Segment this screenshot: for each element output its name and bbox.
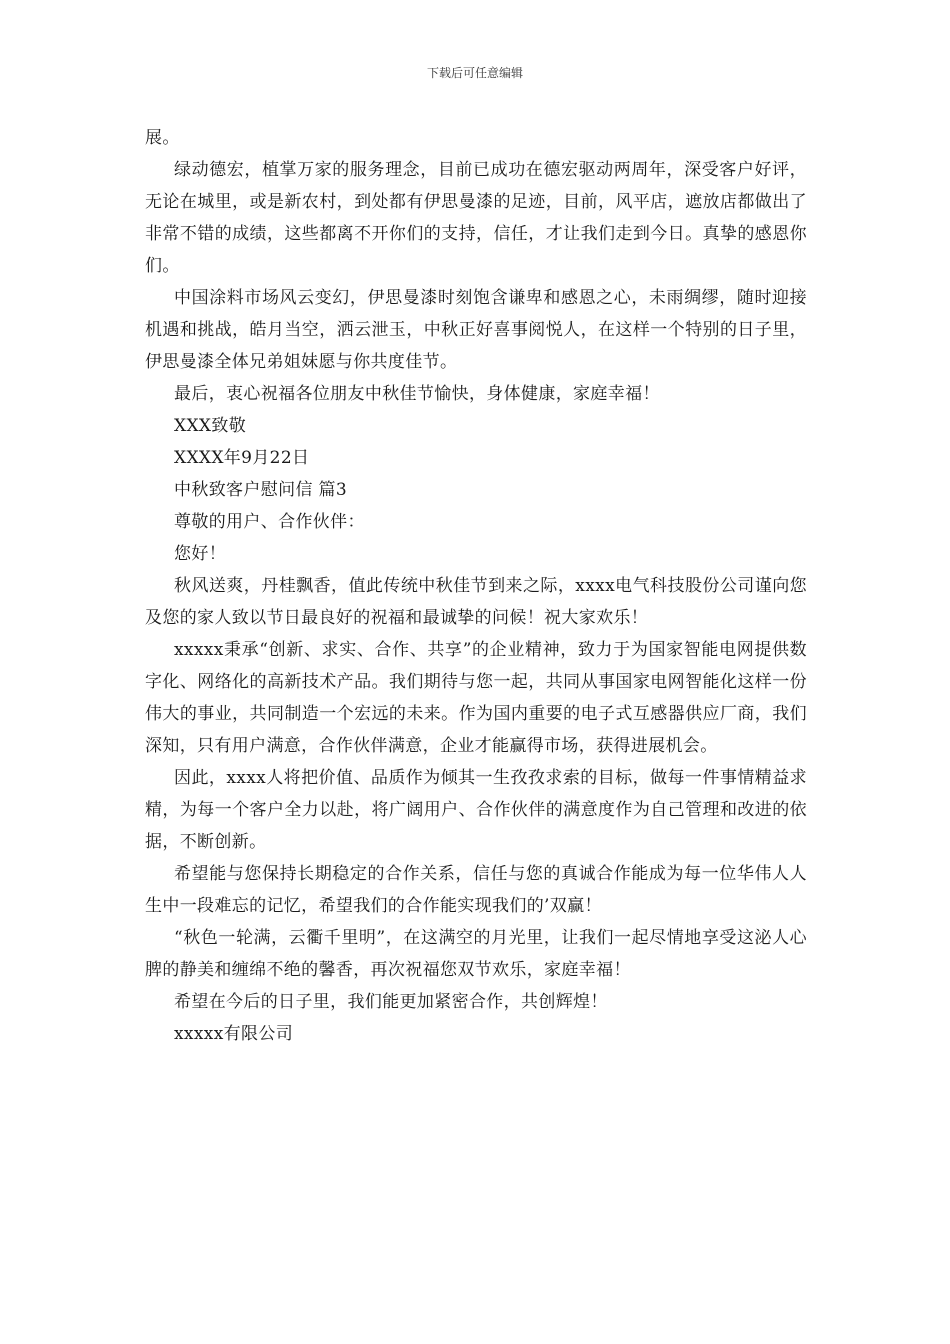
paragraph-future: 希望在今后的日子里，我们能更加紧密合作，共创辉煌！ (174, 992, 608, 1012)
greeting: 您好！ (174, 544, 227, 564)
section-title: 中秋致客户慰问信 篇3 (174, 480, 348, 500)
paragraph-cooperation: 希望能与您保持长期稳定的合作关系，信任与您的真诚合作能成为每一位华伟人人生中一段难忘的记忆，希望我们的合作能实现我们的’双赢！ (145, 864, 807, 916)
paragraph-continuation: 展。 (145, 128, 180, 148)
document-body (145, 122, 807, 1050)
paragraph-service-concept: 绿动德宏，植掌万家的服务理念，目前已成功在德宏驱动两周年，深受客户好评，无论在城里，或是新农村，到处都有伊思曼漆的足迹，目前，风平店，遮放店都做出了非常不错的成绩，这些都离不开你们的支持，信任，才让我们走到今日。真挚的感恩你们。 (145, 160, 807, 276)
paragraph-moonlight: “秋色一轮满，云衢千里明”，在这满空的月光里，让我们一起尽情地享受这泌人心脾的静美和缠绵不绝的馨香，再次祝福您双节欢乐，家庭幸福！ (145, 928, 807, 980)
company-signature: xxxxx有限公司 (174, 1024, 294, 1044)
signature-line: XXX致敬 (174, 416, 247, 436)
paragraph-market: 中国涂料市场风云变幻，伊思曼漆时刻饱含谦卑和感恩之心，未雨绸缪，随时迎接机遇和挑战，皓月当空，洒云泄玉，中秋正好喜事阅悦人，在这样一个特别的日子里，伊思曼漆全体兄弟姐妹愿与你共度佳节。 (145, 288, 807, 372)
salutation: 尊敬的用户、合作伙伴： (174, 512, 365, 532)
date-line: XXXX年9月22日 (174, 448, 310, 468)
paragraph-quality: 因此，xxxx人将把价值、品质作为倾其一生孜孜求索的目标，做每一件事情精益求精，为每一个客户全力以赴，将广阔用户、合作伙伴的满意度作为自己管理和改进的依据，不断创新。 (145, 768, 807, 852)
paragraph-autumn-greetings: 秋风送爽，丹桂飘香，值此传统中秋佳节到来之际，xxxx电气科技股份公司谨向您及您的家人致以节日最良好的祝福和最诚挚的问候！祝大家欢乐！ (145, 576, 807, 628)
paragraph-closing-wishes: 最后，衷心祝福各位朋友中秋佳节愉快，身体健康，家庭幸福！ (174, 384, 660, 404)
paragraph-company-spirit: xxxxx秉承“创新、求实、合作、共享”的企业精神，致力于为国家智能电网提供数字化、网络化的高新技术产品。我们期待与您一起，共同从事国家电网智能化这样一份伟大的事业，共同制造一个宏远的未来。作为国内重要的电子式互感器供应厂商，我们深知，只有用户满意，合作伙伴满意，企业才能赢得市场，获得进展机会。 (145, 640, 807, 756)
page-header-note: 下载后可任意编辑 (426, 66, 523, 80)
